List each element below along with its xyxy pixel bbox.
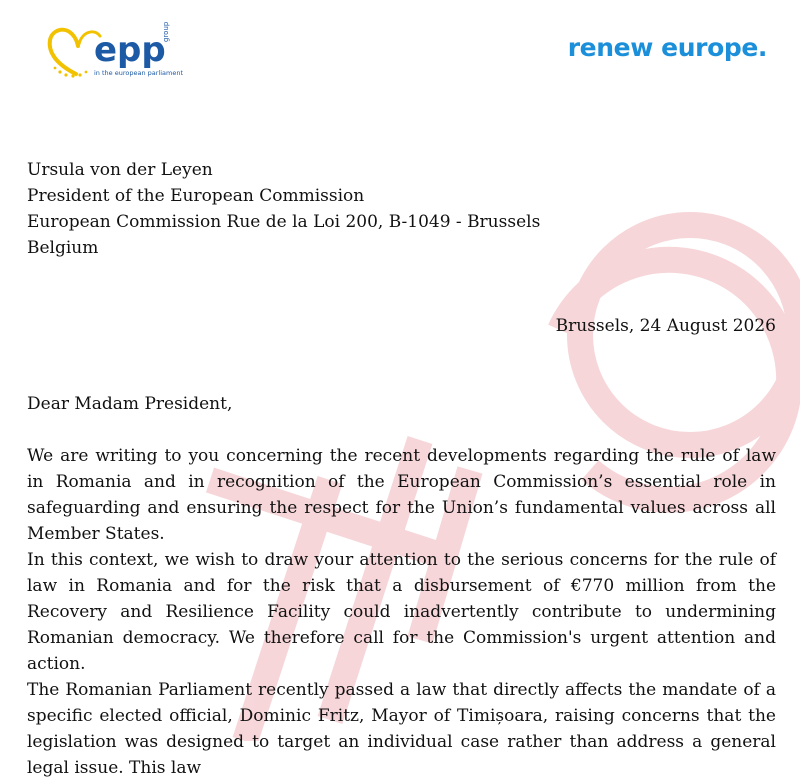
epp-group-label: group [162,21,170,42]
body-paragraph: The Romanian Parliament recently passed a law that directly affects the mandate of a specific elected official, Dominic Fritz, Mayor of Timișoara, raising concerns that the legislation was designed to target an individual case rather than address a general legal issue. This law [27,680,776,778]
address-line: Ursula von der Leyen [27,160,213,180]
address-line: President of the European Commission [27,186,365,206]
address-line: Belgium [27,238,99,258]
address-line: European Commission Rue de la Loi 200, B-1049 - Brussels [27,212,541,232]
epp-group-logo [46,21,186,84]
recipient-address [27,157,776,261]
letter-date: Brussels, 24 August 2026 [555,316,776,336]
salutation: Dear Madam President, [27,394,233,414]
epp-wordmark: epp [94,30,166,70]
epp-subtitle: in the european parliament [94,69,184,77]
renew-europe-logo: renew europe. [567,33,767,62]
body-paragraph: We are writing to you concerning the recent developments regarding the rule of law in Romania and in recognition of the European Commission’s essential role in safeguarding and ensuring the respect for the Union’s fundamental values across all Member States. [27,446,776,544]
body-paragraph: In this context, we wish to draw your attention to the serious concerns for the rule of law in Romania and for the risk that a disbursement of €770 million from the Recovery and Resilience Facility could inadvertently contribute to undermining Romanian democracy. We therefore call for the Commission's urgent attention and action. [27,550,776,674]
